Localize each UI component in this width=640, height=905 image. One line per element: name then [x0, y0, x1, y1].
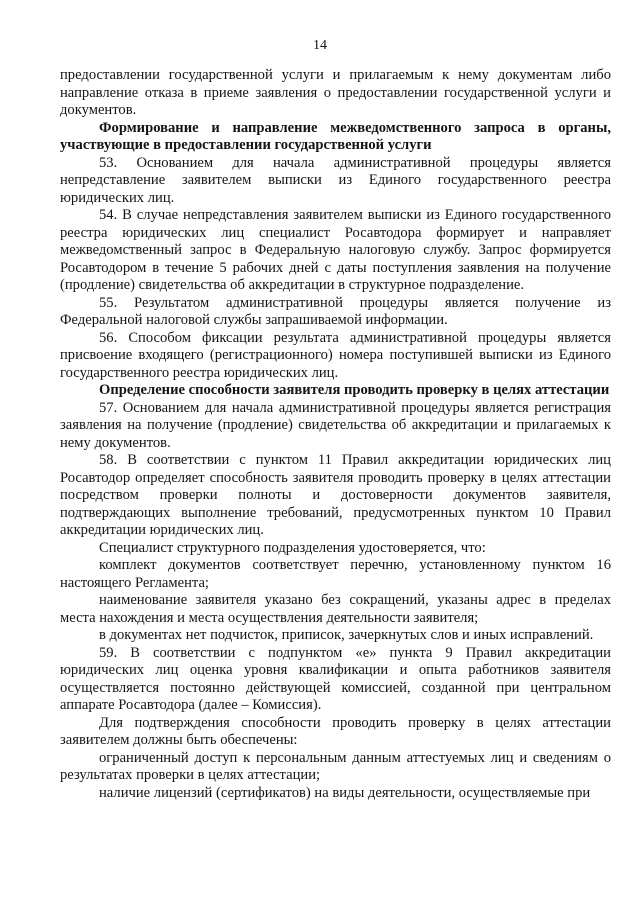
paragraph-specialist-checks: Специалист структурного подразделения удостоверяется, что:	[99, 539, 486, 556]
paragraph-continuation: предоставлении государственной услуги и прилагаемым к нему документам либо направление отказа в приеме заявления о предоставлении государственной услуги и документов.	[60, 67, 611, 118]
paragraph-check-document-set: комплект документов соответствует перечню, установленному пунктом 16 настоящего Регламента;	[60, 557, 611, 591]
paragraph-licenses: наличие лицензий (сертификатов) на виды деятельности, осуществляемые при	[99, 784, 591, 801]
paragraph-check-applicant-name: наименование заявителя указано без сокращений, указаны адрес в пределах места нахождения и места осуществления деятельности заявителя;	[60, 592, 611, 626]
paragraph-55: 55. Результатом административной процедуры является получение из Федеральной налоговой службы запрашиваемой информации.	[60, 294, 611, 328]
section-heading-applicant-capability: Определение способности заявителя проводить проверку в целях аттестации	[99, 382, 610, 398]
paragraph-requirements-intro: Для подтверждения способности проводить проверку в целях аттестации заявителем должны быть обеспечены:	[60, 714, 611, 748]
paragraph-restricted-access: ограниченный доступ к персональным данным аттестуемых лиц и сведениям о результатах проверки в целях аттестации;	[60, 749, 611, 783]
paragraph-59: 59. В соответствии с подпунктом «е» пункта 9 Правил аккредитации юридических лиц оценка уровня квалификации и опыта работников заявителя осуществляется постоянно действующей комиссией, созданной при центральном аппарате Росавтодора (далее – Комиссия).	[60, 644, 611, 713]
paragraph-56: 56. Способом фиксации результата административной процедуры является присвоение входящего (регистрационного) номера поступившей выписки из Единого государственного реестра юридических лиц.	[60, 329, 611, 381]
page-number: 14	[313, 38, 327, 53]
paragraph-54: 54. В случае непредставления заявителем выписки из Единого государственного реестра юридических лиц специалист Росавтодора формирует и направляет межведомственный запрос в Федеральную налоговую службу. Запрос формируется Росавтодором в течение 5 рабочих дней с даты поступления заявления на получение (продление) свидетельства об аккредитации в структурное подразделение.	[60, 207, 611, 293]
paragraph-57: 57. Основанием для начала административной процедуры является регистрация заявления на получение (продление) свидетельства об аккредитации и прилагаемых к нему документов.	[60, 399, 611, 451]
section-heading-interagency-request: Формирование и направление межведомственного запроса в органы, участвующие в предоставлении государственной услуги	[60, 119, 611, 153]
paragraph-58: 58. В соответствии с пунктом 11 Правил аккредитации юридических лиц Росавтодор определяет способность заявителя проводить проверку в целях аттестации посредством проверки полноты и достоверности документов заявителя, подтверждающих выполнение требований, предусмотренных пунктом 10 Правил аккредитации юридических лиц.	[60, 452, 611, 538]
paragraph-check-no-corrections: в документах нет подчисток, приписок, зачеркнутых слов и иных исправлений.	[99, 627, 594, 643]
paragraph-53: 53. Основанием для начала административной процедуры является непредставление заявителем выписки из Единого государственного реестра юридических лиц.	[60, 154, 611, 206]
document-body	[60, 67, 611, 802]
